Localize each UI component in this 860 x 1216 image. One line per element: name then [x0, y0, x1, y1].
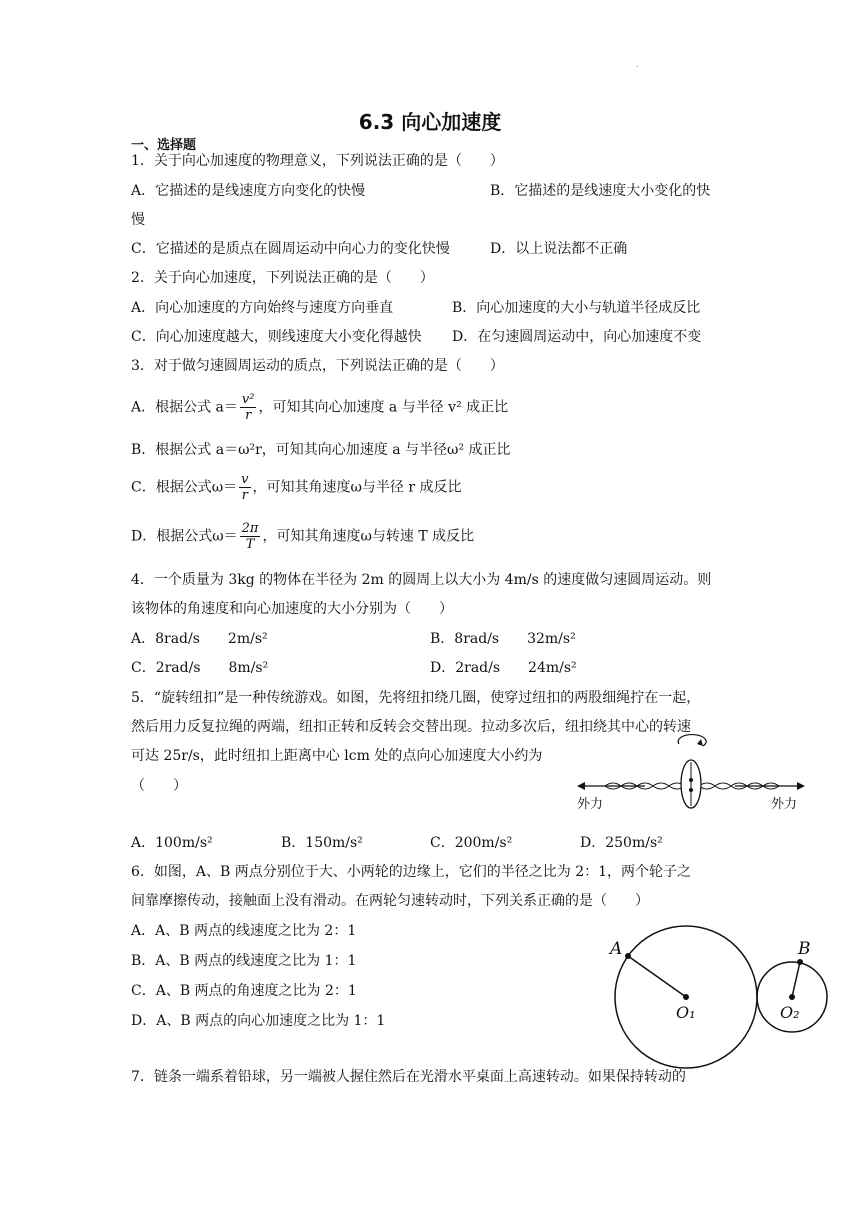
header-dot: .: [636, 60, 639, 69]
q3-d-fraction: [240, 521, 261, 552]
center-o1-dot: [683, 994, 689, 1000]
q3-c-denominator: r: [241, 488, 248, 503]
small-wheel-radius: [792, 962, 800, 997]
point-b-dot: [797, 959, 803, 965]
q1-option-a: A．它描述的是线速度方向变化的快慢: [131, 183, 366, 199]
q3-a-numerator: v²: [241, 392, 255, 407]
q3-a-fraction: [240, 392, 257, 423]
q3-option-b: B．根据公式 a＝ω²r，可知其向心加速度 a 与半径ω² 成正比: [131, 442, 511, 458]
q3-d-post: ，可知其角速度ω与转速 T 成反比: [262, 528, 475, 545]
q4-stem-line2: 该物体的角速度和向心加速度的大小分别为（ ）: [131, 601, 453, 617]
q1-option-b-cont: 慢: [131, 212, 145, 228]
force-label-left: 外力: [577, 797, 604, 812]
q5-answer-paren: （ ）: [131, 778, 187, 794]
q3-a-denominator: r: [245, 408, 252, 423]
two-wheels-figure: [600, 925, 840, 1075]
label-b: B: [798, 939, 811, 959]
force-label-right: 外力: [771, 797, 798, 812]
q3-c-pre: C．根据公式ω＝: [131, 479, 238, 496]
q3-c-fraction: [239, 472, 250, 503]
q3-option-a: [131, 392, 508, 423]
q2-option-a: A．向心加速度的方向始终与速度方向垂直: [131, 300, 394, 316]
q5-stem-line3: 可达 25r/s，此时纽扣上距离中心 lcm 处的点向心加速度大小约为: [131, 748, 543, 764]
q7-stem-line1: 7．链条一端系着铅球，另一端被人握住然后在光滑水平桌面上高速转动。如果保持转动的: [131, 1069, 686, 1085]
section-heading: 一、选择题: [131, 138, 197, 153]
q3-stem: 3．对于做匀速圆周运动的质点，下列说法正确的是（ ）: [131, 358, 504, 374]
point-a-dot: [625, 953, 631, 959]
q3-option-d: [131, 521, 474, 552]
q2-option-b: B．向心加速度的大小与轨道半径成反比: [452, 300, 701, 316]
label-o2: O₂: [780, 1003, 800, 1022]
q3-d-pre: D．根据公式ω＝: [131, 528, 238, 545]
label-a: A: [610, 939, 623, 959]
q3-d-numerator: 2π: [241, 521, 259, 536]
q1-option-d: D．以上说法都不正确: [490, 241, 628, 257]
button-hole-bottom: [689, 788, 693, 792]
q1-option-b: B．它描述的是线速度大小变化的快: [490, 183, 711, 199]
right-arrow-head-icon: [797, 782, 805, 790]
q3-c-numerator: v: [241, 472, 249, 487]
q2-option-d: D．在匀速圆周运动中，向心加速度不变: [452, 329, 702, 345]
rotation-arrow-head-icon: [697, 739, 703, 746]
q6-stem-line2: 间靠摩擦传动，接触面上没有滑动。在两轮匀速转动时，下列关系正确的是（ ）: [131, 893, 649, 909]
q5-stem-line2: 然后用力反复拉绳的两端，纽扣正转和反转会交替出现。拉动多次后，纽扣绕其中心的转速: [131, 719, 691, 735]
q4-stem-line1: 4．一个质量为 3kg 的物体在半径为 2m 的圆周上以大小为 4m/s 的速度做匀速圆周运动。则: [131, 572, 712, 588]
q6-option-a: A．A、B 两点的线速度之比为 2：1: [131, 923, 357, 939]
button-hole-top: [689, 778, 693, 782]
q6-option-b: B．A、B 两点的线速度之比为 1：1: [131, 953, 357, 969]
label-o1: O₁: [676, 1003, 696, 1022]
q4-option-d: D．2rad/s 24m/s²: [430, 660, 577, 676]
q3-a-post: ，可知其向心加速度 a 与半径 v² 成正比: [258, 399, 509, 416]
q3-d-denominator: T: [245, 537, 255, 552]
left-arrow-head-icon: [577, 782, 585, 790]
page-title: 6.3 向心加速度: [358, 110, 502, 134]
q6-option-c: C．A、B 两点的角速度之比为 2：1: [131, 983, 357, 999]
q5-option-b: B．150m/s²: [281, 835, 363, 851]
q4-option-a: A．8rad/s 2m/s²: [131, 631, 268, 647]
center-o2-dot: [789, 994, 795, 1000]
q5-option-d: D．250m/s²: [580, 835, 663, 851]
button-spin-figure: [575, 722, 810, 814]
q3-c-post: ，可知其角速度ω与半径 r 成反比: [252, 479, 462, 496]
q1-option-c: C．它描述的是质点在圆周运动中向心力的变化快慢: [131, 241, 450, 257]
large-wheel-radius: [628, 956, 686, 997]
q4-option-c: C．2rad/s 8m/s²: [131, 660, 269, 676]
q5-option-a: A．100m/s²: [131, 835, 213, 851]
q4-option-b: B．8rad/s 32m/s²: [430, 631, 576, 647]
q5-stem-line1: 5．“旋转纽扣”是一种传统游戏。如图，先将纽扣绕几圈，使穿过纽扣的两股细绳拧在一起，: [131, 690, 701, 706]
q2-stem: 2．关于向心加速度，下列说法正确的是（ ）: [131, 270, 434, 286]
q6-stem-line1: 6．如图，A、B 两点分别位于大、小两轮的边缘上，它们的半径之比为 2：1，两个轮子之: [131, 864, 692, 880]
q1-stem: 1．关于向心加速度的物理意义，下列说法正确的是（ ）: [131, 153, 504, 169]
q6-option-d: D．A、B 两点的向心加速度之比为 1：1: [131, 1013, 386, 1029]
q2-option-c: C．向心加速度越大，则线速度大小变化得越快: [131, 329, 422, 345]
q5-option-c: C．200m/s²: [430, 835, 513, 851]
q3-a-pre: A．根据公式 a＝: [131, 399, 238, 416]
q3-option-c: [131, 472, 462, 503]
